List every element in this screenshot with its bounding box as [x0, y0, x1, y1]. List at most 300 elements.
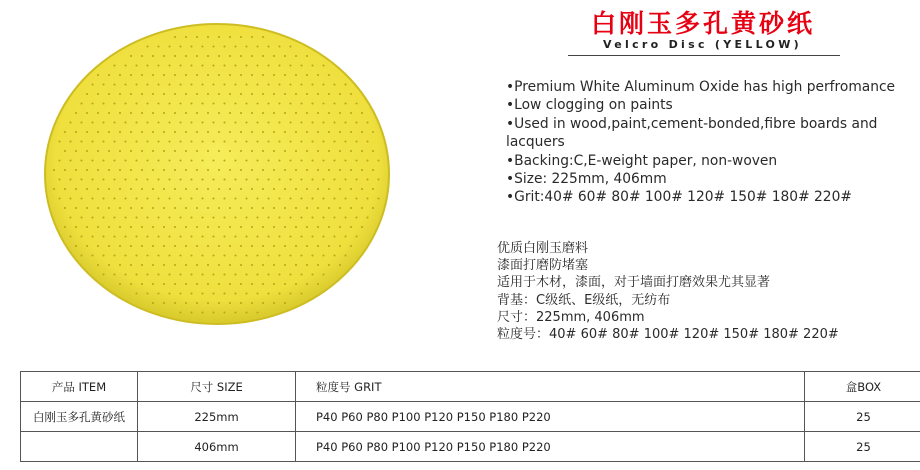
disc-hole [267, 45, 269, 47]
disc-hole [311, 216, 313, 218]
disc-hole [201, 273, 203, 275]
disc-hole [262, 55, 264, 57]
disc-hole [273, 264, 275, 266]
yellow-sanding-disc-icon [44, 23, 390, 325]
disc-hole [344, 216, 346, 218]
disc-hole [179, 178, 181, 180]
disc-hole [179, 273, 181, 275]
disc-hole [355, 178, 357, 180]
disc-hole [86, 188, 88, 190]
disc-hole [278, 197, 280, 199]
disc-hole [322, 159, 324, 161]
header-box: 盒BOX [805, 372, 920, 402]
disc-hole [168, 140, 170, 142]
disc-hole [361, 131, 363, 133]
disc-hole [229, 93, 231, 95]
header-size: 尺寸 SIZE [138, 372, 296, 402]
disc-hole [300, 197, 302, 199]
disc-hole [135, 64, 137, 66]
disc-hole [223, 45, 225, 47]
disc-hole [179, 121, 181, 123]
disc-hole [190, 197, 192, 199]
disc-hole [240, 131, 242, 133]
disc-hole [135, 273, 137, 275]
disc-hole [130, 283, 132, 285]
disc-hole [212, 64, 214, 66]
disc-hole [179, 140, 181, 142]
disc-hole [80, 254, 82, 256]
disc-hole [267, 216, 269, 218]
disc-hole [289, 140, 291, 142]
disc-hole [245, 64, 247, 66]
disc-hole [124, 159, 126, 161]
disc-hole [185, 74, 187, 76]
disc-hole [185, 93, 187, 95]
disc-hole [163, 283, 165, 285]
disc-hole [317, 226, 319, 228]
feature-zh-item: 背基：C级纸、E级纸，无纺布 [497, 292, 671, 308]
disc-hole [174, 226, 176, 228]
disc-hole [317, 93, 319, 95]
disc-hole [339, 264, 341, 266]
disc-hole [124, 235, 126, 237]
cell-box: 25 [805, 402, 920, 432]
disc-hole [322, 121, 324, 123]
disc-hole [135, 254, 137, 256]
disc-hole [201, 311, 203, 313]
disc-hole [322, 178, 324, 180]
disc-hole [102, 140, 104, 142]
disc-hole [361, 226, 363, 228]
disc-hole [91, 178, 93, 180]
disc-hole [146, 216, 148, 218]
disc-hole [333, 140, 335, 142]
english-feature-list [506, 78, 916, 207]
disc-hole [262, 283, 264, 285]
disc-hole [163, 131, 165, 133]
disc-hole [146, 64, 148, 66]
disc-hole [163, 245, 165, 247]
disc-hole [218, 150, 220, 152]
disc-hole [97, 169, 99, 171]
disc-hole [113, 159, 115, 161]
disc-hole [229, 112, 231, 114]
disc-hole [251, 264, 253, 266]
cell-size: 225mm [138, 402, 296, 432]
disc-hole [163, 55, 165, 57]
disc-hole [190, 216, 192, 218]
disc-hole [157, 254, 159, 256]
disc-hole [300, 102, 302, 104]
disc-hole [69, 140, 71, 142]
disc-hole [311, 254, 313, 256]
disc-hole [333, 159, 335, 161]
disc-hole [251, 207, 253, 209]
disc-hole [350, 150, 352, 152]
disc-hole [240, 188, 242, 190]
sanding-disc-image [44, 23, 390, 325]
disc-hole [201, 254, 203, 256]
disc-hole [86, 226, 88, 228]
disc-hole [339, 93, 341, 95]
disc-hole [262, 226, 264, 228]
disc-hole [229, 188, 231, 190]
disc-hole [152, 55, 154, 57]
disc-hole [306, 226, 308, 228]
disc-hole [102, 159, 104, 161]
disc-hole [163, 150, 165, 152]
disc-hole [256, 273, 258, 275]
disc-hole [179, 254, 181, 256]
disc-hole [201, 83, 203, 85]
chinese-feature-list [497, 240, 897, 343]
disc-hole [245, 45, 247, 47]
feature-en-item: •Low clogging on paints [506, 97, 673, 114]
disc-hole [234, 254, 236, 256]
disc-hole [234, 273, 236, 275]
disc-hole [251, 36, 253, 38]
disc-hole [361, 112, 363, 114]
disc-hole [141, 188, 143, 190]
disc-hole [113, 235, 115, 237]
disc-hole [256, 102, 258, 104]
disc-hole [267, 140, 269, 142]
disc-hole [289, 178, 291, 180]
disc-hole [262, 188, 264, 190]
disc-hole [355, 121, 357, 123]
disc-hole [273, 188, 275, 190]
disc-hole [240, 264, 242, 266]
disc-hole [212, 45, 214, 47]
disc-hole [223, 254, 225, 256]
disc-hole [361, 169, 363, 171]
disc-hole [289, 235, 291, 237]
disc-hole [201, 64, 203, 66]
disc-hole [284, 112, 286, 114]
disc-hole [212, 254, 214, 256]
disc-hole [163, 169, 165, 171]
disc-hole [141, 74, 143, 76]
table-header-row [21, 372, 920, 402]
disc-hole [75, 131, 77, 133]
disc-hole [130, 55, 132, 57]
disc-hole [91, 102, 93, 104]
disc-hole [295, 74, 297, 76]
disc-hole [196, 169, 198, 171]
disc-hole [339, 150, 341, 152]
disc-hole [53, 188, 55, 190]
disc-hole [207, 226, 209, 228]
disc-hole [322, 254, 324, 256]
disc-hole [234, 216, 236, 218]
disc-hole [130, 245, 132, 247]
disc-hole [190, 254, 192, 256]
disc-hole [256, 216, 258, 218]
disc-hole [317, 112, 319, 114]
disc-hole [201, 159, 203, 161]
disc-hole [97, 93, 99, 95]
disc-hole [245, 292, 247, 294]
disc-hole [113, 216, 115, 218]
disc-hole [245, 273, 247, 275]
disc-hole [366, 197, 368, 199]
disc-hole [229, 264, 231, 266]
disc-hole [124, 197, 126, 199]
disc-hole [64, 150, 66, 152]
disc-hole [185, 36, 187, 38]
disc-hole [278, 121, 280, 123]
cell-size: 406mm [138, 432, 296, 462]
feature-zh-item: 尺寸：225mm, 406mm [497, 309, 645, 325]
disc-hole [174, 283, 176, 285]
disc-hole [256, 64, 258, 66]
disc-hole [152, 93, 154, 95]
disc-hole [163, 264, 165, 266]
disc-hole [366, 178, 368, 180]
disc-hole [306, 150, 308, 152]
disc-hole [284, 302, 286, 304]
disc-hole [185, 226, 187, 228]
disc-hole [196, 245, 198, 247]
disc-hole [344, 83, 346, 85]
disc-hole [207, 55, 209, 57]
disc-hole [130, 207, 132, 209]
disc-hole [168, 159, 170, 161]
disc-hole [262, 245, 264, 247]
disc-hole [256, 178, 258, 180]
disc-hole [119, 188, 121, 190]
disc-hole [168, 178, 170, 180]
disc-hole [234, 140, 236, 142]
header-grit: 粒度号 GRIT [296, 372, 805, 402]
disc-hole [317, 131, 319, 133]
disc-hole [322, 235, 324, 237]
disc-hole [86, 93, 88, 95]
disc-hole [102, 235, 104, 237]
disc-hole [157, 83, 159, 85]
disc-hole [234, 45, 236, 47]
disc-hole [157, 45, 159, 47]
disc-hole [344, 140, 346, 142]
disc-hole [64, 188, 66, 190]
disc-hole [190, 121, 192, 123]
disc-hole [234, 235, 236, 237]
disc-hole [311, 140, 313, 142]
disc-hole [185, 150, 187, 152]
disc-hole [218, 264, 220, 266]
disc-hole [97, 74, 99, 76]
disc-hole [267, 83, 269, 85]
disc-hole [245, 197, 247, 199]
disc-hole [163, 302, 165, 304]
disc-hole [64, 131, 66, 133]
disc-hole [229, 74, 231, 76]
disc-hole [69, 159, 71, 161]
disc-hole [102, 273, 104, 275]
disc-hole [190, 178, 192, 180]
disc-hole [245, 102, 247, 104]
disc-hole [91, 83, 93, 85]
disc-hole [163, 112, 165, 114]
disc-hole [130, 264, 132, 266]
disc-hole [119, 150, 121, 152]
disc-hole [130, 93, 132, 95]
disc-hole [317, 150, 319, 152]
disc-hole [146, 45, 148, 47]
disc-hole [278, 83, 280, 85]
disc-hole [218, 74, 220, 76]
feature-en-item: •Premium White Aluminum Oxide has high perfromance [506, 79, 896, 95]
disc-hole [207, 74, 209, 76]
disc-hole [174, 207, 176, 209]
disc-hole [350, 207, 352, 209]
disc-hole [58, 140, 60, 142]
disc-hole [240, 226, 242, 228]
disc-hole [108, 74, 110, 76]
disc-hole [295, 283, 297, 285]
disc-hole [273, 131, 275, 133]
disc-hole [196, 55, 198, 57]
disc-hole [119, 93, 121, 95]
disc-hole [339, 207, 341, 209]
table-row [21, 402, 920, 432]
disc-hole [300, 83, 302, 85]
disc-hole [190, 45, 192, 47]
disc-hole [251, 55, 253, 57]
disc-hole [273, 55, 275, 57]
disc-hole [251, 169, 253, 171]
disc-hole [218, 131, 220, 133]
disc-hole [306, 264, 308, 266]
disc-hole [91, 159, 93, 161]
disc-hole [201, 121, 203, 123]
disc-hole [124, 273, 126, 275]
disc-hole [86, 150, 88, 152]
disc-hole [295, 150, 297, 152]
disc-hole [190, 159, 192, 161]
disc-hole [289, 197, 291, 199]
disc-hole [289, 45, 291, 47]
disc-hole [201, 292, 203, 294]
disc-hole [262, 207, 264, 209]
disc-hole [256, 197, 258, 199]
disc-hole [333, 121, 335, 123]
disc-hole [119, 226, 121, 228]
disc-hole [322, 273, 324, 275]
disc-hole [344, 159, 346, 161]
disc-hole [174, 302, 176, 304]
disc-hole [86, 131, 88, 133]
disc-hole [355, 216, 357, 218]
disc-hole [350, 93, 352, 95]
disc-hole [300, 273, 302, 275]
disc-hole [289, 64, 291, 66]
disc-hole [135, 121, 137, 123]
disc-hole [328, 150, 330, 152]
disc-body [45, 24, 389, 324]
disc-hole [69, 197, 71, 199]
disc-hole [328, 264, 330, 266]
disc-hole [190, 273, 192, 275]
disc-hole [245, 140, 247, 142]
disc-hole [108, 264, 110, 266]
disc-hole [168, 83, 170, 85]
disc-hole [300, 140, 302, 142]
disc-hole [344, 178, 346, 180]
disc-hole [102, 197, 104, 199]
disc-hole [168, 254, 170, 256]
disc-hole [185, 131, 187, 133]
disc-hole [223, 159, 225, 161]
disc-hole [207, 283, 209, 285]
disc-hole [317, 283, 319, 285]
disc-hole [262, 169, 264, 171]
disc-hole [273, 93, 275, 95]
disc-hole [130, 74, 132, 76]
disc-hole [201, 178, 203, 180]
disc-hole [289, 121, 291, 123]
disc-hole [124, 102, 126, 104]
disc-hole [168, 64, 170, 66]
cell-item: 白刚玉多孔黄砂纸 [21, 402, 138, 432]
disc-hole [234, 159, 236, 161]
disc-hole [229, 55, 231, 57]
disc-hole [306, 169, 308, 171]
disc-hole [306, 283, 308, 285]
disc-hole [168, 273, 170, 275]
disc-hole [86, 169, 88, 171]
disc-hole [174, 112, 176, 114]
disc-hole [273, 245, 275, 247]
feature-zh-item: 漆面打磨防堵塞 [497, 258, 589, 274]
disc-hole [355, 197, 357, 199]
disc-hole [113, 64, 115, 66]
disc-hole [130, 112, 132, 114]
disc-hole [119, 264, 121, 266]
disc-hole [339, 245, 341, 247]
disc-hole [234, 311, 236, 313]
disc-hole [223, 216, 225, 218]
disc-hole [201, 140, 203, 142]
cell-grit: P40 P60 P80 P100 P120 P150 P180 P220 [296, 432, 805, 462]
disc-hole [130, 226, 132, 228]
disc-hole [190, 311, 192, 313]
disc-hole [174, 150, 176, 152]
disc-hole [141, 207, 143, 209]
disc-hole [267, 197, 269, 199]
disc-hole [102, 121, 104, 123]
disc-hole [234, 292, 236, 294]
disc-hole [262, 112, 264, 114]
disc-hole [157, 140, 159, 142]
disc-hole [333, 83, 335, 85]
disc-hole [130, 131, 132, 133]
disc-hole [113, 178, 115, 180]
cell-grit: P40 P60 P80 P100 P120 P150 P180 P220 [296, 402, 805, 432]
disc-hole [300, 292, 302, 294]
disc-hole [317, 74, 319, 76]
disc-hole [212, 102, 214, 104]
disc-hole [295, 188, 297, 190]
disc-hole [163, 74, 165, 76]
disc-hole [322, 140, 324, 142]
disc-hole [262, 131, 264, 133]
disc-hole [196, 74, 198, 76]
disc-hole [190, 292, 192, 294]
disc-hole [278, 140, 280, 142]
disc-hole [240, 245, 242, 247]
disc-hole [256, 159, 258, 161]
